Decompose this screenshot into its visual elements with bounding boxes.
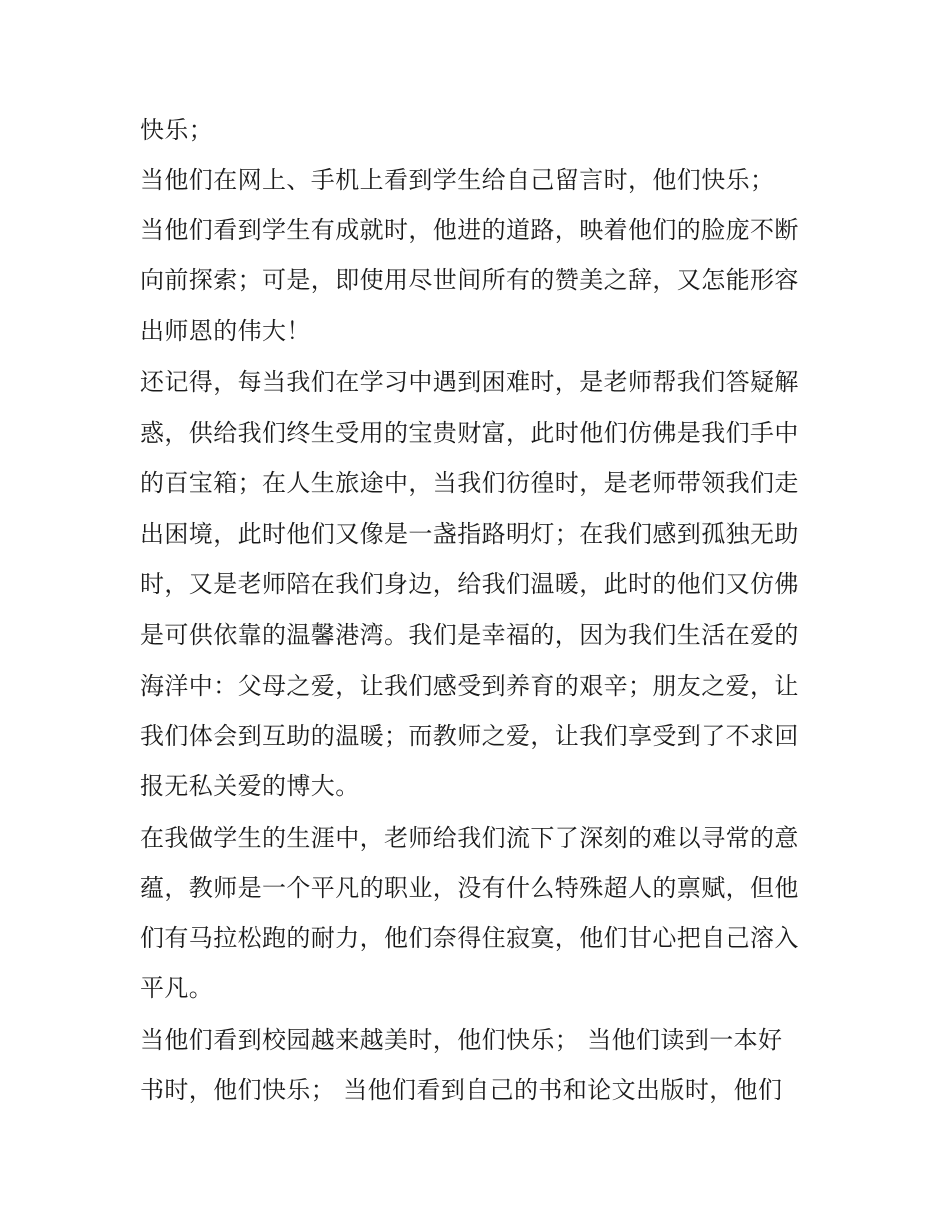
text-line-3: 当他们看到学生有成就时，他进的道路，映着他们的脸庞不断 [140,216,799,244]
text-line-16: 蕴，教师是一个平凡的职业，没有什么特殊超人的禀赋，但他 [140,874,799,902]
text-line-10: 时，又是老师陪在我们身边，给我们温暖，此时的他们又仿佛 [140,570,799,598]
text-line-8: 的百宝箱；在人生旅途中，当我们彷徨时，是老师带领我们走 [140,469,799,497]
text-line-20: 书时，他们快乐； 当他们看到自己的书和论文出版时，他们 [140,1076,783,1104]
text-line-4: 向前探索；可是，即使用尽世间所有的赞美之辞，又怎能形容 [140,266,799,294]
text-line-14: 报无私关爱的博大。 [140,772,360,800]
text-line-5: 出师恩的伟大！ [140,317,311,345]
text-line-12: 海洋中：父母之爱，让我们感受到养育的艰辛；朋友之爱，让 [140,672,799,700]
text-line-6: 还记得，每当我们在学习中遇到困难时，是老师帮我们答疑解 [140,368,799,396]
text-line-17: 们有马拉松跑的耐力，他们奈得住寂寞，他们甘心把自己溶入 [140,924,799,952]
text-line-18: 平凡。 [140,974,214,1002]
text-line-9: 出困境，此时他们又像是一盏指路明灯；在我们感到孤独无助 [140,520,799,548]
text-line-11: 是可供依靠的温馨港湾。我们是幸福的，因为我们生活在爱的 [140,621,799,649]
text-line-19: 当他们看到校园越来越美时，他们快乐； 当他们读到一本好 [140,1026,783,1054]
text-line-1: 快乐； [140,116,214,144]
text-line-15: 在我做学生的生涯中，老师给我们流下了深刻的难以寻常的意 [140,824,799,852]
text-line-7: 惑，供给我们终生受用的宝贵财富，此时他们仿佛是我们手中 [140,419,799,447]
text-line-13: 我们体会到互助的温暖；而教师之爱，让我们享受到了不求回 [140,722,799,750]
text-line-2: 当他们在网上、手机上看到学生给自己留言时，他们快乐； [140,166,775,194]
